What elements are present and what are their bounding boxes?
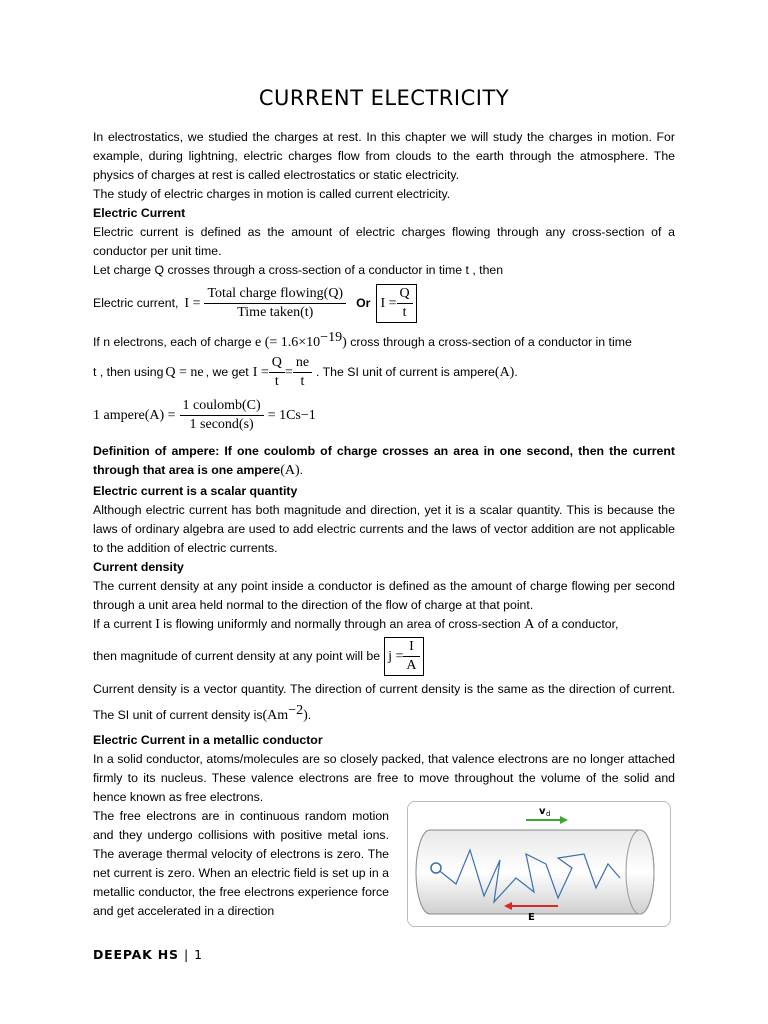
period: . [307, 708, 312, 723]
text-span: . The SI unit of current is ampere [316, 364, 495, 379]
boxed-equation [376, 284, 416, 323]
boxed-density-equation [384, 637, 423, 676]
vector-paragraph [93, 678, 675, 727]
exponent: −19 [320, 330, 343, 345]
density-if-line [93, 615, 675, 634]
free-electron-drift-figure [407, 801, 671, 927]
field-label: E [528, 912, 535, 923]
text-span: then magnitude of current density at any point will be [93, 648, 381, 663]
section-heading-scalar: Electric current is a scalar quantity [93, 484, 298, 499]
or-label: Or [356, 295, 371, 310]
paren-close: ) [342, 335, 347, 351]
equals-sign: = [284, 364, 293, 380]
boxed-fraction [403, 638, 419, 675]
metallic-paragraph [93, 750, 675, 807]
drift-arrow-head-icon [560, 816, 568, 824]
current-equation [93, 282, 675, 324]
boxed-fraction [397, 285, 413, 322]
drift-velocity-subscript: d [546, 810, 551, 818]
text-span: Definition of ampere: If one coulomb of charge crosses an area in one second, then the current through that area is one ampere [93, 444, 675, 478]
symbol-i: I [155, 617, 160, 633]
footer-page-number: 1 [194, 947, 203, 962]
text-span: is flowing uniformly and normally through an area of cross-section [163, 617, 521, 632]
fraction-denominator: 1 second(s) [189, 416, 254, 432]
text-span: , we get [205, 364, 249, 379]
i-equals: I = [252, 364, 269, 380]
ampere-lhs: 1 ampere(A) = [93, 407, 176, 423]
ampere-rhs: = 1Cs [267, 407, 301, 423]
text-span: If a current [93, 617, 152, 632]
exponent: −2 [288, 703, 304, 719]
symbol-a: A [524, 617, 535, 633]
section-heading-metallic: Electric Current in a metallic conductor [93, 733, 323, 748]
text-span: of a conductor, [537, 617, 619, 632]
boxed-lhs: j = [388, 648, 404, 664]
fraction-numerator: ne [293, 354, 312, 373]
period: . [299, 463, 304, 478]
conductor-diagram [408, 802, 670, 926]
metallic-paragraph-continued: The free electrons are in continuous random motion and they undergo collisions with positive metal ions. The average thermal velocity of electrons is zero. The net current is zero. When an electric field is set up in a metallic conductor, the free electrons experience force and get accelerated in a direction [93, 809, 389, 919]
conductor-cylinder [416, 830, 654, 914]
ampere-definition [93, 442, 675, 480]
equation-lhs: I = [184, 295, 201, 311]
fraction-q-t [269, 354, 285, 391]
text-span: In a solid conductor, atoms/molecules are so closely packed, that valence electrons are no longer attached firmly to its nucleus. These valence electrons are free to move throughout the volume of the solid and hence known as free electrons. [93, 752, 675, 805]
section-heading-density: Current density [93, 560, 184, 575]
equation-fraction [204, 285, 346, 322]
electric-current-definition: Electric current is defined as the amount of electric charges flowing through any cross-section of a conductor per unit time. [93, 225, 675, 258]
fraction-numerator: 1 coulomb(C) [180, 397, 264, 416]
text-span: If n electrons, each of charge [93, 335, 252, 350]
q-equals-ne: Q = ne [165, 364, 204, 380]
period: . [514, 364, 518, 379]
text-span: t , then using [93, 364, 164, 379]
unit-ampere: (A) [494, 364, 515, 380]
paren-close: ) [303, 708, 308, 724]
fraction-denominator: t [402, 304, 407, 320]
footer-author: DEEPAK HS [93, 947, 179, 962]
page-title: CURRENT ELECTRICITY [258, 86, 510, 110]
fraction-numerator: Q [397, 285, 413, 304]
exponent: −1 [300, 407, 316, 423]
charge-value: e (= 1.6×10 [255, 335, 321, 351]
scalar-paragraph: Although electric current has both magnitude and direction, yet it is a scalar quantity. This is because the laws of ordinary algebra are used to add electric currents and the laws of vector addition are not applicable to the addition of electric currents. [93, 503, 675, 556]
density-paragraph: The current density at any point inside a conductor is defined as the amount of charge flowing per second through a unit area held normal to the direction of the flow of charge at that point. [93, 579, 675, 613]
ne-equation-line [93, 352, 675, 392]
drift-velocity-label: v [539, 806, 546, 817]
unit-am: (Am [262, 708, 289, 724]
ampere-fraction [180, 397, 264, 434]
intro-paragraph: In electrostatics, we studied the charges at rest. In this chapter we will study the charges in motion. For example, during lightning, electric charges flow from clouds to the earth through the atmosphere. The physics of charges at rest is called electrostatics or static electricity. [93, 130, 675, 182]
text-span: Current density is a vector quantity. The direction of current density is the same as the direction of current. The SI unit of current density is [93, 682, 675, 723]
unit-ampere: (A) [280, 463, 300, 479]
fraction-ne-t [293, 354, 312, 391]
fraction-denominator: t [300, 373, 305, 389]
intro-paragraph-2: The study of electric charges in motion is called current electricity. [93, 187, 451, 201]
electron-start-icon [431, 863, 441, 873]
charge-statement: Let charge Q crosses through a cross-section of a conductor in time t , then [93, 263, 504, 277]
fraction-denominator: A [406, 657, 417, 673]
equation-label: Electric current, [93, 295, 179, 310]
fraction-numerator: Total charge flowing(Q) [204, 285, 346, 304]
fraction-numerator: Q [269, 354, 285, 373]
fraction-denominator: t [274, 373, 279, 389]
fraction-numerator: I [403, 638, 419, 657]
page-footer [93, 947, 203, 962]
ampere-equation [93, 392, 675, 438]
section-heading-electric-current: Electric Current [93, 206, 186, 220]
density-equation-line [93, 634, 675, 678]
boxed-lhs: I = [380, 295, 397, 311]
fraction-denominator: Time taken(t) [237, 304, 314, 320]
n-electrons-line [93, 328, 675, 352]
footer-separator: | [184, 947, 190, 962]
text-span: cross through a cross-section of a conductor in time [350, 335, 632, 350]
